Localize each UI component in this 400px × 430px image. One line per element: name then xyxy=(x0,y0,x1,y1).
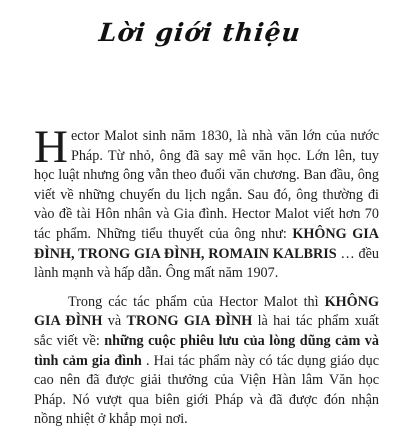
drop-cap: H xyxy=(34,121,68,173)
paragraph-2 xyxy=(34,293,379,430)
body-text xyxy=(34,121,379,430)
text-segment: ector Malot sinh năm 1830, là nhà văn lớn của nước Pháp. Từ nhỏ, ông đã say mê văn học. Lớn lên, tuy học luật nhưng ông vẫn theo đuổi văn chương. Ban đầu, ông viết về những chuyến du lịch ngắn. Sau đó, ông thường đi vào đề tài Hôn nhân và Gia đình. Hector Malot viết hơn 70 tác phẩm. Những tiểu thuyết của ông như: xyxy=(34,128,379,242)
paragraph-1 xyxy=(34,121,379,284)
bold-book-titles: KHÔNG GIA ĐÌNH, TRONG GIA ĐÌNH, ROMAIN KALBRIS xyxy=(34,225,379,262)
text-segment: là hai tác phẩm xuất sắc viết về: xyxy=(34,313,379,349)
text-segment: . Hai tác phẩm này có tác dụng giáo dục cao nên đã được giải thưởng của Viện Hàn lâm Văn học Pháp. Nó vượt qua biên giới Pháp và đã được đón nhận nồng nhiệt ở khắp mọi nơi. xyxy=(34,352,379,428)
text-segment: Trong các tác phẩm của Hector Malot thì xyxy=(68,293,325,310)
bold-theme: những cuộc phiêu lưu của lòng dũng cảm và tình cảm gia đình xyxy=(34,332,379,369)
bold-book-title: KHÔNG GIA ĐÌNH xyxy=(34,293,379,330)
bold-book-title: TRONG GIA ĐÌNH xyxy=(126,313,253,330)
page-title: Lời giới thiệu xyxy=(97,18,303,47)
text-segment: và xyxy=(107,313,127,330)
text-segment: … đều lành mạnh và hấp dẫn. Ông mất năm 1907. xyxy=(34,245,379,282)
